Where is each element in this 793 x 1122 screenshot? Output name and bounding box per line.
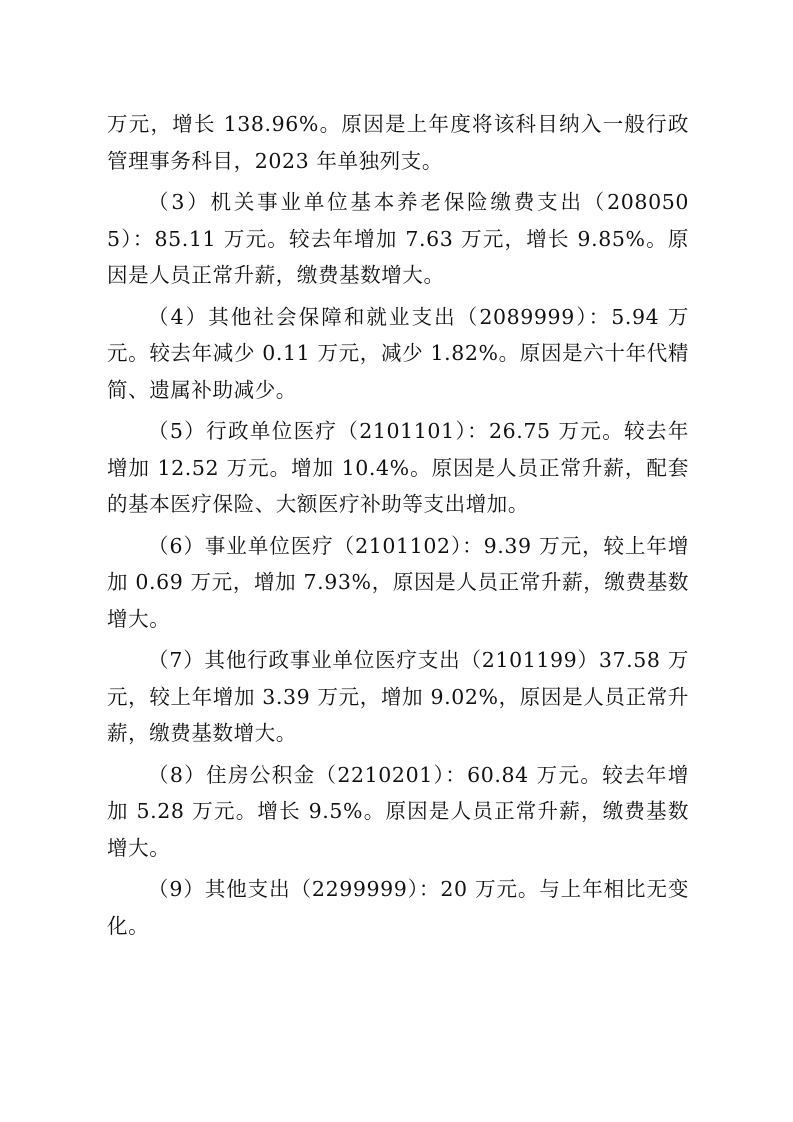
paragraph-item-3: （3）机关事业单位基本养老保险缴费支出（2080505）：85.11 万元。较去年增加 7.63 万元，增长 9.85%。原因是人员正常升薪，缴费基数增大。 xyxy=(107,190,689,287)
paragraph-item-5: （5）行政单位医疗（2101101）：26.75 万元。较去年增加 12.52 万元。增加 10.4%。原因是人员正常升薪，配套的基本医疗保险、大额医疗补助等支出增加。 xyxy=(107,419,689,516)
paragraph-item-7: （7）其他行政事业单位医疗支出（2101199）37.58 万元，较上年增加 3.39 万元，增加 9.02%，原因是人员正常升薪，缴费基数增大。 xyxy=(107,648,689,745)
paragraph-item-6: （6）事业单位医疗（2101102）：9.39 万元，较上年增加 0.69 万元，增加 7.93%，原因是人员正常升薪，缴费基数增大。 xyxy=(107,533,689,631)
document-body xyxy=(107,106,689,944)
paragraph-item-9: （9）其他支出（2299999）：20 万元。与上年相比无变化。 xyxy=(107,877,689,938)
paragraph-item-8: （8）住房公积金（2210201）：60.84 万元。较去年增加 5.28 万元。增长 9.5%。原因是人员正常升薪，缴费基数增大。 xyxy=(107,762,689,860)
paragraph-continuation: 万元，增长 138.96%。原因是上年度将该科目纳入一般行政管理事务科目，2023 年单独列支。 xyxy=(107,112,689,173)
paragraph-item-4: （4）其他社会保障和就业支出（2089999）：5.94 万元。较去年减少 0.11 万元，减少 1.82%。原因是六十年代精简、遗属补助减少。 xyxy=(107,304,689,402)
